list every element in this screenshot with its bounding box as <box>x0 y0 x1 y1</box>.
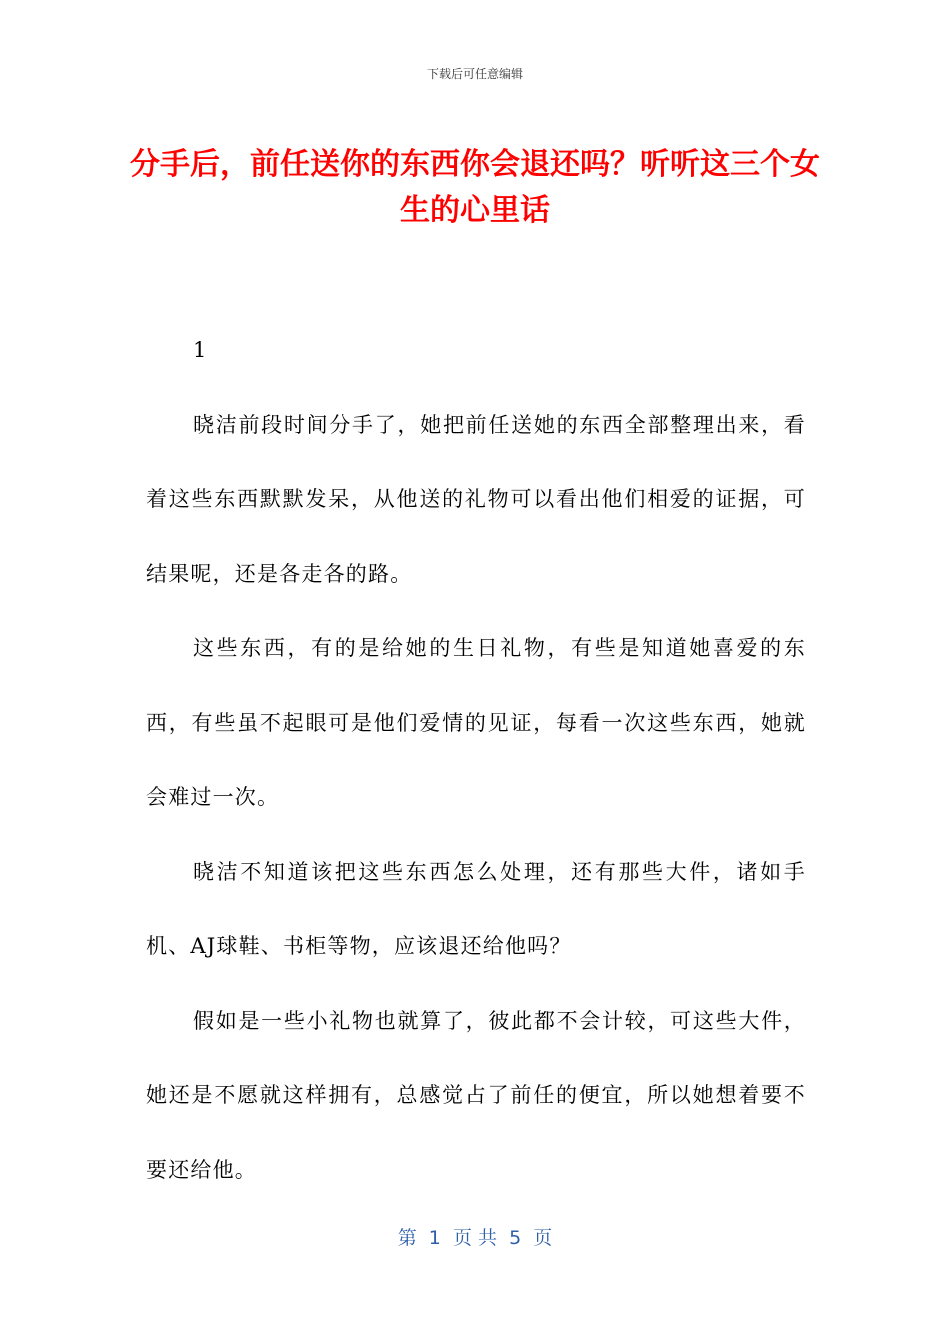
body-paragraph-3: 晓洁不知道该把这些东西怎么处理，还有那些大件，诸如手机、AJ球鞋、书柜等物，应该退还给他吗？ <box>146 859 806 958</box>
body-paragraph-1: 晓洁前段时间分手了，她把前任送她的东西全部整理出来，看着这些东西默默发呆，从他送的礼物可以看出他们相爱的证据，可结果呢，还是各走各的路。 <box>146 412 806 586</box>
body-paragraph-2: 这些东西，有的是给她的生日礼物，有些是知道她喜爱的东西，有些虽不起眼可是他们爱情的见证，每看一次这些东西，她就会难过一次。 <box>146 636 806 809</box>
document-title: 分手后，前任送你的东西你会退还吗？听听这三个女生的心里话 <box>130 147 820 228</box>
document-body <box>146 313 806 1207</box>
page-number-footer: 第 1 页 共 5 页 <box>397 1227 553 1249</box>
page-header-note: 下载后可任意编辑 <box>426 67 523 81</box>
section-number: 1 <box>193 338 208 362</box>
body-paragraph-4: 假如是一些小礼物也就算了，彼此都不会计较，可这些大件，她还是不愿就这样拥有，总感觉占了前任的便宜，所以她想着要不要还给他。 <box>146 1008 806 1182</box>
